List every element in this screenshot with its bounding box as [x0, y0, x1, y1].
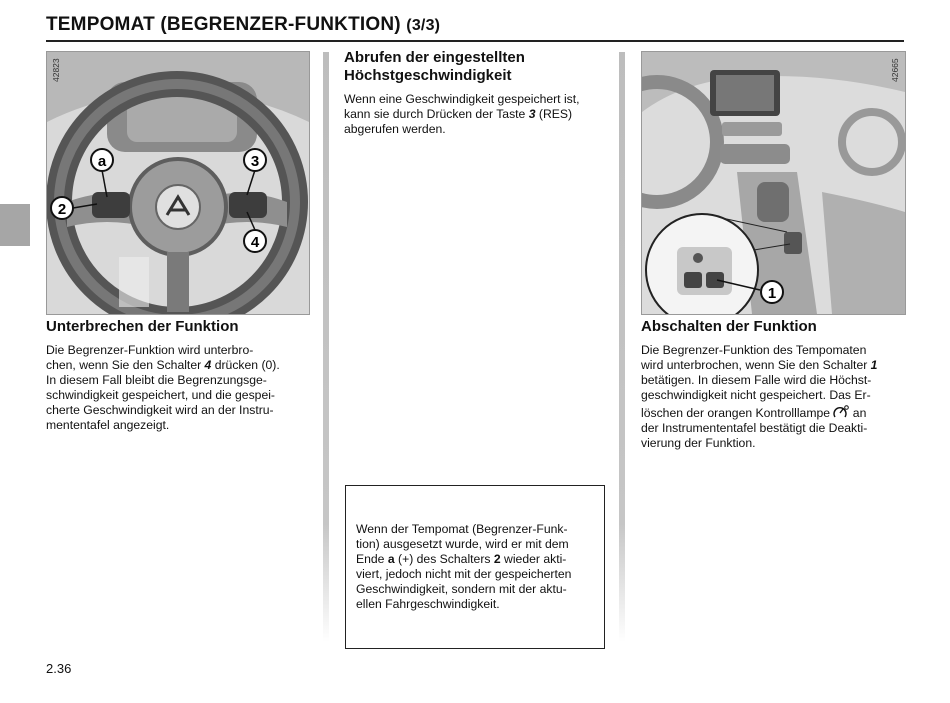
callout-a-label: a [97, 153, 107, 170]
heading-recall: Abrufen der eingestellten Höchstgeschwindigkeit [344, 49, 525, 84]
switch-ref-2: 2 [493, 552, 501, 566]
interrupt-line-3: In diesem Fall bleibt die Begrenzungsge- [46, 373, 267, 387]
paragraph-disable: Die Begrenzer-Funktion des Tempomaten wird unterbrochen, wenn Sie den Schalter 1 betätigen. In diesem Falle wird die Höchst- geschwindigkeit nicht gespeichert. Das Er- löschen der orangen Kontrolllampe an der Instrumententafel bestätigt die Deakti- vierung der Funktion. [641, 343, 878, 450]
cruise-warning-light-icon [833, 405, 849, 419]
title-divider [46, 40, 904, 42]
column-divider-1 [323, 52, 329, 642]
center-console-figure [641, 51, 906, 315]
interrupt-line-2: chen, wenn Sie den Schalter 4 drücken (0). [46, 358, 280, 372]
figure-code-right: 42665 [890, 58, 900, 82]
switch-end-ref-a: a [387, 552, 395, 566]
callout-2 [51, 197, 97, 219]
callout-layer [47, 52, 309, 314]
paragraph-interrupt [46, 343, 308, 433]
interrupt-line-6: mententafel angezeigt. [46, 418, 170, 432]
column-divider-2 [619, 52, 625, 642]
page-number: 2.36 [46, 661, 72, 676]
callout-4-label: 4 [250, 234, 260, 251]
callout-1-label: 1 [767, 285, 777, 302]
page-title [46, 14, 440, 36]
paragraph-recall: Wenn eine Geschwindigkeit gespeichert ist, kann sie durch Drücken der Taste 3 (RES) abgerufen werden. [344, 92, 580, 136]
callout-4 [244, 212, 266, 252]
callout-a [91, 149, 113, 197]
switch-ref-1: 1 [870, 358, 878, 372]
callout-3 [244, 149, 266, 195]
callout-2-label: 2 [57, 201, 67, 218]
callout-layer-right [642, 52, 905, 314]
steering-wheel-figure [46, 51, 310, 315]
heading-disable: Abschalten der Funktion [641, 318, 817, 335]
note-box [345, 485, 605, 649]
note-text: Wenn der Tempomat (Begrenzer-Funk- tion) ausgesetzt wurde, wird er mit dem Ende a (+) des Schalters 2 wieder akti- viert, jedoch nicht mit der gespeicherten Geschwindigkeit, sondern mit der aktu- ellen Fahrgeschwindigkeit. [356, 522, 572, 611]
page-part: (3/3) [406, 17, 441, 34]
heading-interrupt: Unterbrechen der Funktion [46, 318, 239, 335]
switch-ref-4: 4 [204, 358, 212, 372]
figure-code: 42823 [51, 58, 61, 82]
callout-3-label: 3 [250, 153, 260, 170]
button-ref-3: 3 [528, 107, 536, 121]
chapter-tab [0, 204, 30, 246]
interrupt-line-4: schwindigkeit gespeichert, und die gespei- [46, 388, 275, 402]
callout-1 [717, 280, 783, 303]
page-title-text: TEMPOMAT (BEGRENZER-FUNKTION) [46, 14, 401, 35]
interrupt-line-5: cherte Geschwindigkeit wird an der Instru- [46, 403, 274, 417]
interrupt-line-1: Die Begrenzer-Funktion wird unterbro- [46, 343, 254, 357]
